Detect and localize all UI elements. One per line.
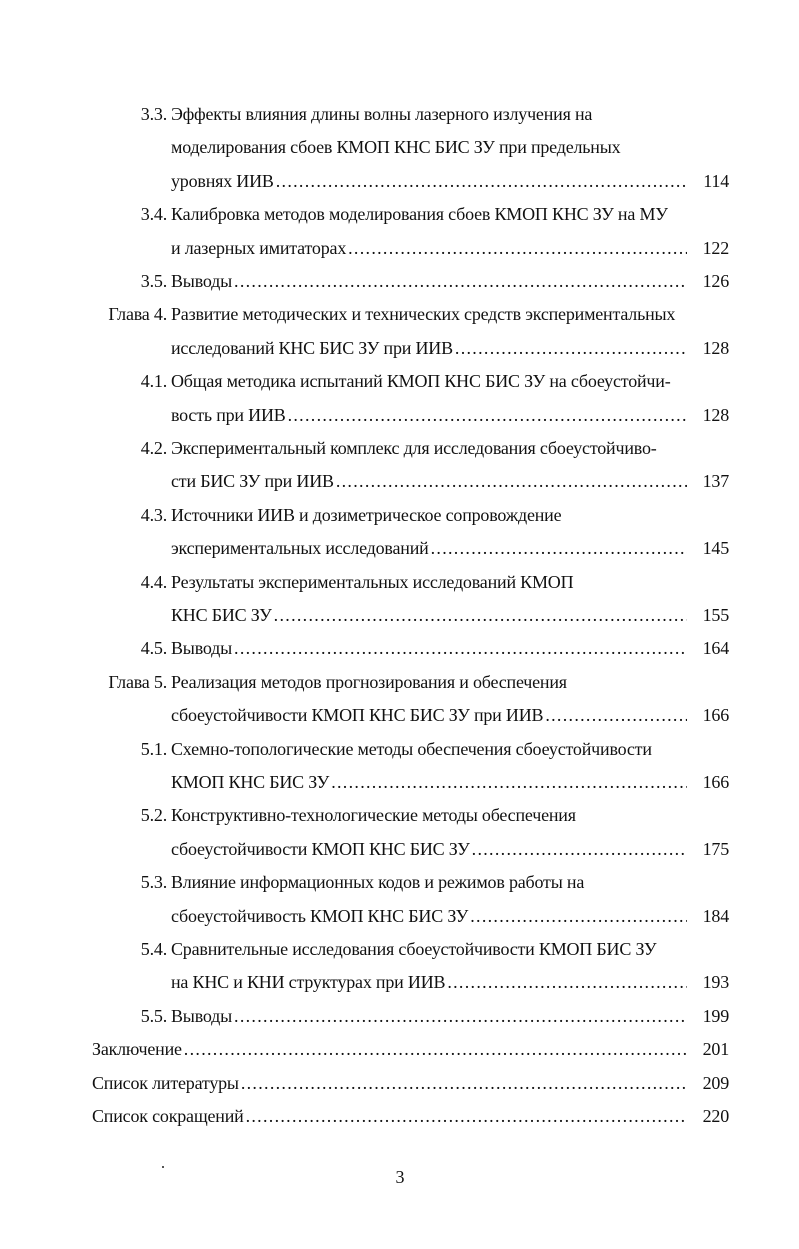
toc-page-number: 126 (702, 271, 729, 291)
toc-line (0, 833, 799, 866)
toc-dot-leader (545, 699, 687, 732)
toc-line (0, 933, 799, 966)
toc-entry-title: сбоеустойчивость КМОП КНС БИС ЗУ (171, 905, 469, 926)
toc-line (0, 499, 799, 532)
toc-page-number: 166 (702, 705, 729, 726)
toc-page-number: 220 (702, 1106, 729, 1126)
toc-page-number: 184 (702, 905, 729, 926)
toc-line (0, 332, 799, 365)
toc-line (0, 432, 799, 465)
toc-page-number: 128 (702, 404, 729, 425)
toc-leader-line (171, 632, 729, 665)
toc-entry-title: Калибровка методов моделирования сбоев КМОП КНС ЗУ на МУ (171, 204, 668, 225)
toc-leader-line (171, 833, 729, 866)
toc-page-number: 166 (702, 772, 729, 792)
toc-leader-line (92, 1033, 729, 1066)
toc-leader-line (92, 1100, 729, 1133)
toc-leader-line (92, 1067, 729, 1100)
toc-dot-leader (331, 766, 687, 799)
toc-line (0, 866, 799, 899)
toc-leader-line (171, 599, 729, 632)
toc-leader-line (171, 1000, 729, 1033)
toc-entry-title: исследований КНС БИС ЗУ при ИИВ (171, 337, 453, 358)
toc-line (0, 465, 799, 498)
toc-entry-title: Реализация методов прогнозирования и обеспечения (171, 671, 567, 692)
toc-entry-number: 4.1. (140, 371, 167, 392)
toc-line (0, 365, 799, 398)
toc-page-number: 122 (702, 237, 729, 258)
toc-entry-number: 5.2. (140, 805, 167, 826)
toc-line (0, 1033, 799, 1066)
toc-entry-title: сти БИС ЗУ при ИИВ (171, 471, 334, 492)
toc-dot-leader (246, 1100, 687, 1133)
toc-entry-number: Глава 5. (108, 671, 167, 692)
toc-entry-title: Выводы (171, 271, 233, 291)
toc-page-number: 201 (702, 1039, 729, 1060)
page-number: 3 (395, 1167, 405, 1187)
toc-line (0, 98, 799, 131)
toc-page-number: 137 (702, 471, 729, 492)
toc-leader-line (171, 399, 729, 432)
toc-line (0, 900, 799, 933)
toc-entry-title: сбоеустойчивости КМОП КНС БИС ЗУ (171, 838, 470, 859)
toc-leader-line (171, 532, 729, 565)
toc-entry-title: Общая методика испытаний КМОП КНС БИС ЗУ на сбоеустойчи- (171, 371, 671, 392)
toc-dot-leader (431, 532, 687, 565)
toc-line (0, 1067, 799, 1100)
toc-line (0, 198, 799, 231)
toc-back-matter-title: Заключение (92, 1039, 182, 1060)
toc-entry-title: Выводы (171, 1005, 233, 1026)
toc-leader-line (171, 966, 729, 999)
toc-line (0, 1000, 799, 1033)
toc-page-number: 145 (702, 538, 729, 559)
toc-line (0, 599, 799, 632)
toc-dot-leader (455, 332, 687, 365)
toc-entry-number: 3.3. (140, 104, 167, 124)
toc-entry-title: Экспериментальный комплекс для исследования сбоеустойчиво- (171, 438, 657, 458)
toc-entry-title: Источники ИИВ и дозиметрическое сопровождение (171, 504, 562, 525)
toc-leader-line (171, 332, 729, 365)
toc-line (0, 532, 799, 565)
toc-leader-line (171, 766, 729, 799)
toc-page-number: 175 (702, 838, 729, 859)
toc-entry-title: Конструктивно-технологические методы обеспечения (171, 805, 576, 826)
toc-entry-title: КНС БИС ЗУ (171, 605, 272, 625)
toc-back-matter-title: Список сокращений (92, 1106, 244, 1126)
toc-entry-number: 3.4. (140, 204, 167, 225)
toc-entry-number: 5.5. (140, 1005, 167, 1026)
toc-line (0, 1100, 799, 1133)
toc-line (0, 131, 799, 164)
toc-line (0, 799, 799, 832)
toc-entry-number: 4.2. (140, 438, 167, 458)
toc-dot-leader (274, 599, 687, 632)
toc-entry-title: сбоеустойчивости КМОП КНС БИС ЗУ при ИИВ (171, 705, 544, 726)
toc-entry-title: вость при ИИВ (171, 404, 286, 425)
toc-dot-leader (348, 232, 687, 265)
toc-entry-title: моделирования сбоев КМОП КНС БИС ЗУ при предельных (171, 137, 621, 158)
toc-page-number: 128 (702, 337, 729, 358)
toc-entry-title: Выводы (171, 638, 233, 659)
toc-dot-leader (234, 265, 687, 298)
toc-entry-number: Глава 4. (108, 304, 167, 325)
toc-entry-title: и лазерных имитаторах (171, 237, 347, 258)
toc-dot-leader (234, 1000, 687, 1033)
toc-entry-title: Развитие методических и технических средств экспериментальных (171, 304, 676, 325)
toc-page-number: 155 (702, 605, 729, 625)
toc-page-number: 199 (702, 1005, 729, 1026)
toc-back-matter-title: Список литературы (92, 1072, 239, 1093)
toc-entry-title: КМОП КНС БИС ЗУ (171, 772, 330, 792)
toc-entry-title: на КНС и КНИ структурах при ИИВ (171, 972, 446, 993)
toc-dot-leader (241, 1067, 687, 1100)
toc-page-number: 164 (702, 638, 729, 659)
toc-leader-line (171, 232, 729, 265)
toc-entry-number: 3.5. (140, 271, 167, 291)
toc-leader-line (171, 265, 729, 298)
toc-entry-number: 5.1. (140, 738, 167, 759)
toc-dot-leader (234, 632, 687, 665)
toc-entry-number: 5.3. (140, 872, 167, 893)
toc-dot-leader (288, 399, 687, 432)
toc-dot-leader (184, 1033, 687, 1066)
toc-entry-title: экспериментальных исследований (171, 538, 429, 559)
toc-line (0, 298, 799, 331)
toc-line (0, 699, 799, 732)
toc-entry-number: 4.4. (140, 571, 167, 592)
toc-entry-title: Схемно-топологические методы обеспечения сбоеустойчивости (171, 738, 652, 759)
toc-page-number: 193 (702, 972, 729, 993)
toc-line (0, 733, 799, 766)
toc-leader-line (171, 699, 729, 732)
toc-line (0, 666, 799, 699)
toc-line (0, 232, 799, 265)
toc-page-number: 114 (703, 170, 729, 191)
toc-line (0, 632, 799, 665)
toc-page-number: 209 (702, 1072, 729, 1093)
toc-dot-leader (472, 833, 687, 866)
toc-entry-title: уровнях ИИВ (171, 170, 274, 191)
toc-line (0, 165, 799, 198)
toc-line (0, 766, 799, 799)
toc-entry-number: 4.3. (140, 504, 167, 525)
toc-entry-number: 5.4. (140, 939, 167, 959)
toc-entry-title: Эффекты влияния длины волны лазерного излучения на (171, 104, 593, 124)
toc-leader-line (171, 165, 729, 198)
toc-entry-title: Результаты экспериментальных исследований КМОП (171, 571, 574, 592)
toc-entry-title: Сравнительные исследования сбоеустойчивости КМОП БИС ЗУ (171, 939, 657, 959)
toc-dot-leader (276, 165, 687, 198)
toc-dot-leader (447, 966, 687, 999)
toc-dot-leader (336, 465, 687, 498)
toc-line (0, 966, 799, 999)
toc-leader-line (171, 900, 729, 933)
toc-line (0, 566, 799, 599)
toc-dot-leader (470, 900, 687, 933)
toc-entry-title: Влияние информационных кодов и режимов работы на (171, 872, 585, 893)
toc-leader-line (171, 465, 729, 498)
toc-entry-number: 4.5. (140, 638, 167, 659)
scan-speck (162, 1166, 164, 1168)
toc-line (0, 265, 799, 298)
toc-line (0, 399, 799, 432)
